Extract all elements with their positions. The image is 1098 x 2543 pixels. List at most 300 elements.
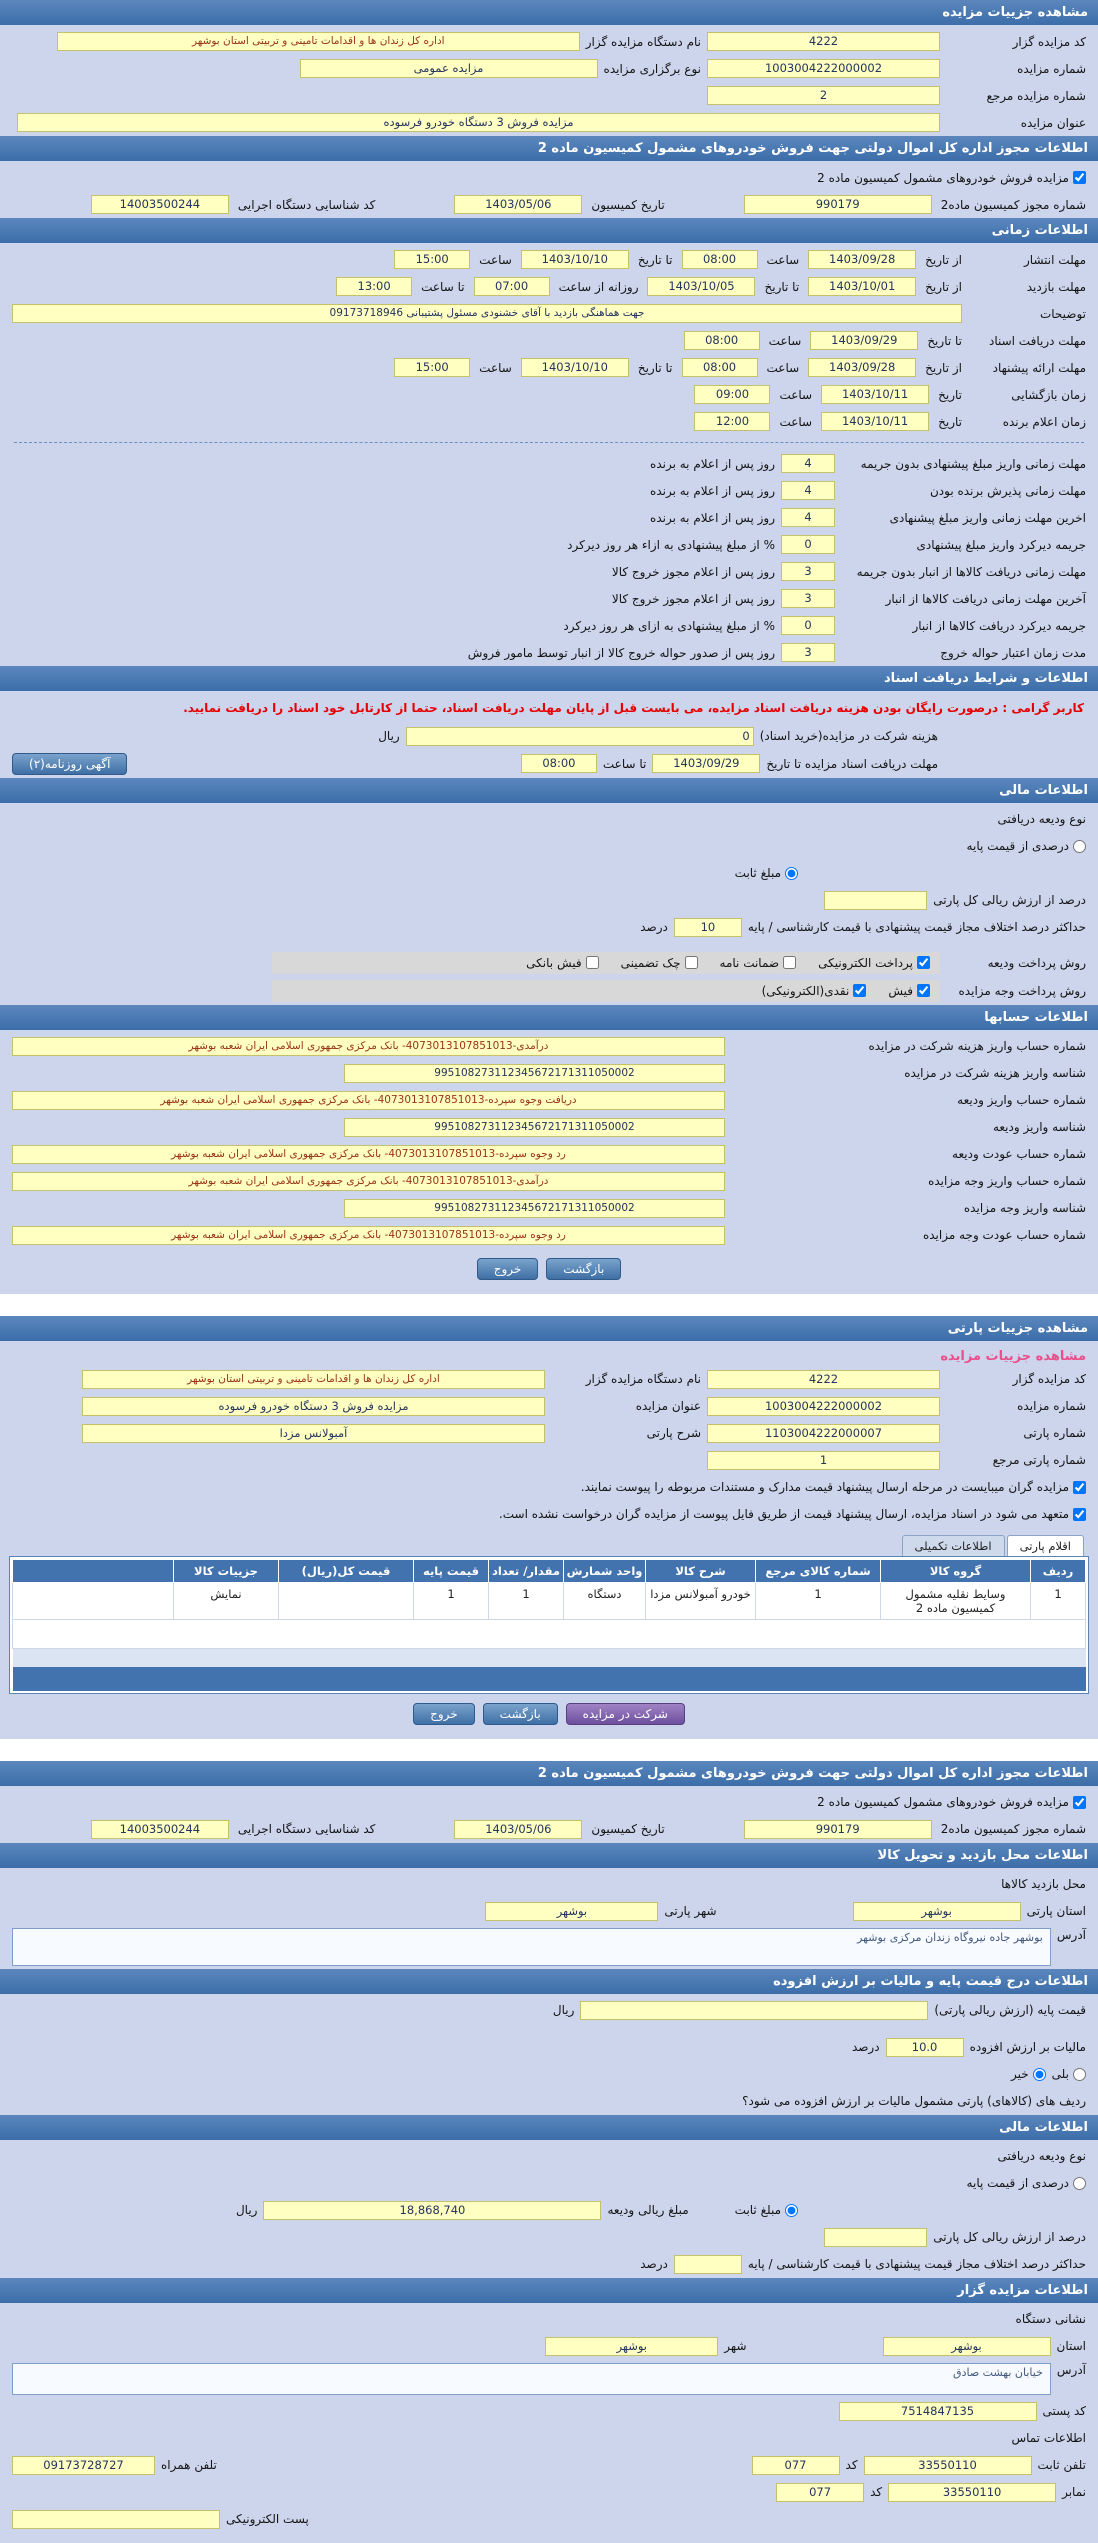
permit-checkbox-option[interactable] xyxy=(817,171,1086,185)
auction-pay-method-row xyxy=(0,977,1098,1005)
parti-ref-field[interactable]: 1 xyxy=(707,1451,940,1470)
org-name-field[interactable]: اداره کل زندان ها و اقدامات تامینی و تربیتی استان بوشهر xyxy=(82,1370,545,1389)
col-row-number: ردیف xyxy=(1031,1559,1086,1582)
account-label: شناسه واریز هزینه شرکت در مزایده xyxy=(904,1066,1086,1081)
col-goods-group: گروه کالا xyxy=(881,1559,1031,1582)
vat-yes-label: بلی xyxy=(1051,2067,1069,2082)
parti-province-label: استان پارتی xyxy=(1026,1904,1086,1919)
fax-label: نمابر xyxy=(1062,2485,1086,2500)
parti-address-label: آدرس xyxy=(1056,1927,1086,1942)
permit-org-id-label: کد شناسایی دستگاه اجرایی xyxy=(237,197,376,212)
parti-city-label: شهر پارتی xyxy=(664,1904,717,1919)
to-date-label: تا تاریخ xyxy=(637,360,673,375)
org-name-label: نام دستگاه مزایده گزار xyxy=(585,34,701,49)
mobile-pair xyxy=(12,2456,217,2475)
auction-pay-slip-option[interactable] xyxy=(888,984,930,998)
org-address-header: نشانی دستگاه xyxy=(1015,2312,1086,2327)
auction-ref-field[interactable]: 2 xyxy=(707,86,940,105)
section-title: اطلاعات و شرایط دریافت اسناد xyxy=(883,671,1088,686)
visit-to-date-field[interactable]: 1403/10/05 xyxy=(647,277,755,296)
permit-checkbox[interactable] xyxy=(1073,171,1086,184)
winner-date-field[interactable]: 1403/10/11 xyxy=(821,412,929,431)
vat-rate-field[interactable]: 10.0 xyxy=(886,2038,964,2057)
parti-subtitle: مشاهده جزییات مزایده xyxy=(940,1348,1086,1364)
table-header-row xyxy=(13,1559,1086,1582)
docs-fee-row xyxy=(0,723,1098,750)
timing-opening-label: زمان بازگشایی xyxy=(1011,387,1086,402)
timing-row-notes xyxy=(0,300,1098,327)
auction-number-label: شماره مزایده xyxy=(1017,61,1086,76)
percent-value-label: درصد از ارزش ریالی کل پارتی xyxy=(933,2230,1086,2245)
deposit-fixed-option-row xyxy=(0,2197,1098,2224)
auction-basic-row-2 xyxy=(0,55,1098,82)
deposit-percent-option[interactable] xyxy=(967,839,1086,853)
section-header-docs-terms xyxy=(0,666,1098,691)
auction-number-label: شماره مزایده xyxy=(1017,1399,1086,1414)
cell-goods-group: وسایط نقلیه مشمول کمیسیون ماده 2 xyxy=(881,1582,1031,1619)
auction-subject-field[interactable]: مزایده فروش 3 دستگاه خودرو فرسوده xyxy=(17,113,940,132)
hour-label: ساعت xyxy=(766,252,800,267)
parti-extended-view xyxy=(0,1761,1098,2543)
section-title: مشاهده جزییات پارتی xyxy=(947,1320,1088,1336)
participate-button[interactable]: شرکت در مزایده xyxy=(566,1703,685,1725)
hour-label: ساعت xyxy=(766,360,800,375)
parti-number-label: شماره پارتی xyxy=(1023,1426,1086,1441)
section-header-financial xyxy=(0,778,1098,803)
deposit-percent-value-row xyxy=(0,2224,1098,2251)
max-diff-label: حداکثر درصد اختلاف مجاز قیمت پیشنهادی با قیمت کارشناسی / پایه xyxy=(747,920,1086,935)
auction-pay-cash-checkbox[interactable] xyxy=(853,984,866,997)
pay-guarantee-option[interactable] xyxy=(720,956,797,970)
deposit-percent-value-row xyxy=(0,887,1098,914)
permit-checkbox-row xyxy=(0,1789,1098,1816)
parti-tabs xyxy=(0,1528,1098,1556)
permit-no-field[interactable]: 990179 xyxy=(744,1820,932,1839)
deposit-fixed-option[interactable] xyxy=(735,2203,798,2217)
auction-code-field[interactable]: 4222 xyxy=(707,1370,940,1389)
pay-cheque-checkbox[interactable] xyxy=(685,956,698,969)
account-row xyxy=(0,1222,1098,1249)
auction-ref-label: شماره مزایده مرجع xyxy=(986,88,1086,103)
auction-number-field[interactable]: 1003004222000002 xyxy=(707,1397,940,1416)
pay-guarantee-label: ضمانت نامه xyxy=(719,955,780,970)
col-total-price: قیمت کل(ریال) xyxy=(279,1559,414,1582)
section-title: اطلاعات مجوز اداره کل اموال دولتی جهت فروش خودروهای مشمول کمیسیون ماده 2 xyxy=(537,1765,1088,1781)
permit-date-field[interactable]: 1403/05/06 xyxy=(454,195,582,214)
deadline-value-field[interactable]: 0 xyxy=(781,535,835,554)
account-label: شماره حساب عودت وجه مزایده xyxy=(922,1228,1086,1243)
vat-no-radio[interactable] xyxy=(1033,2068,1046,2081)
until-hour-label: تا ساعت xyxy=(602,756,647,771)
section-header-pricing xyxy=(0,1969,1098,1994)
section-title: اطلاعات مالی xyxy=(999,782,1088,798)
col-count-unit: واحد شمارش xyxy=(564,1559,646,1582)
fax-field[interactable]: 33550110 xyxy=(888,2483,1056,2502)
deadline-row xyxy=(0,585,1098,612)
show-details-link[interactable]: نمایش xyxy=(174,1582,279,1619)
vat-no-option[interactable] xyxy=(1011,2067,1046,2081)
hour-label: ساعت xyxy=(479,252,512,267)
back-button[interactable]: بازگشت xyxy=(483,1703,558,1725)
dashed-separator xyxy=(14,442,1084,443)
opening-time-field[interactable]: 09:00 xyxy=(694,385,770,404)
account-label: شناسه واریز وجه مزایده xyxy=(963,1201,1086,1216)
parti-details-view xyxy=(0,1316,1098,1739)
vat-rate-label: مالیات بر ارزش افزوده xyxy=(969,2040,1086,2055)
col-quantity: مقدار/ تعداد xyxy=(489,1559,564,1582)
deadline-suffix: روز پس از اعلام به برنده xyxy=(650,510,775,525)
back-button[interactable]: بازگشت xyxy=(546,1258,621,1280)
docs-deadline-date-field[interactable]: 1403/09/29 xyxy=(652,754,760,773)
permit-checkbox[interactable] xyxy=(1073,1796,1086,1809)
opening-date-field[interactable]: 1403/10/11 xyxy=(821,385,929,404)
auction-subject-label: عنوان مزایده xyxy=(635,1399,701,1414)
cell-count-unit: دستگاه xyxy=(564,1582,646,1619)
attachment-required-checkbox[interactable] xyxy=(1073,1481,1086,1494)
tab-parti-items[interactable]: اقلام پارتی xyxy=(1007,1535,1084,1556)
pay-electronic-label: پرداخت الکترونیکی xyxy=(818,955,913,970)
deadline-row xyxy=(0,612,1098,639)
account-field[interactable]: 995108273112345672171311050002 xyxy=(344,1199,725,1218)
account-row xyxy=(0,1195,1098,1222)
account-field[interactable]: 995108273112345672171311050002 xyxy=(344,1064,725,1083)
docs-fee-field[interactable]: 0 xyxy=(406,727,754,746)
section-title: اطلاعات حسابها xyxy=(984,1009,1088,1025)
hour-label: ساعت xyxy=(479,360,512,375)
vat-rate-row xyxy=(0,2034,1098,2061)
permit-checkbox-row xyxy=(0,164,1098,191)
permit-fields-row xyxy=(0,191,1098,218)
percent-unit-label: درصد xyxy=(640,2257,668,2272)
account-row xyxy=(0,1168,1098,1195)
contact-header: اطلاعات تماس xyxy=(1011,2431,1086,2446)
auction-pay-cash-option[interactable] xyxy=(762,984,867,998)
permit-no-field[interactable]: 990179 xyxy=(744,195,932,214)
parti-desc-field[interactable]: آمبولانس مزدا xyxy=(82,1424,545,1443)
deadline-value-field[interactable]: 3 xyxy=(781,589,835,608)
timing-row-offer xyxy=(0,354,1098,381)
col-goods-desc: شرح کالا xyxy=(646,1559,756,1582)
to-date-label: تا تاریخ xyxy=(764,279,800,294)
permit-fields-row xyxy=(0,1816,1098,1843)
section-header-auctioneer xyxy=(0,2278,1098,2303)
mobile-label: تلفن همراه xyxy=(161,2458,217,2473)
timing-publish-label: مهلت انتشار xyxy=(1024,252,1086,267)
email-row xyxy=(0,2506,1098,2533)
white-gap xyxy=(0,1294,1098,1316)
docs-to-date-field[interactable]: 1403/09/29 xyxy=(810,331,918,350)
account-row xyxy=(0,1033,1098,1060)
email-field[interactable] xyxy=(12,2510,220,2529)
org-city-field[interactable]: بوشهر xyxy=(545,2337,718,2356)
permit-date-field[interactable]: 1403/05/06 xyxy=(454,1820,582,1839)
docs-deadline-row xyxy=(0,750,1098,778)
org-province-row xyxy=(0,2333,1098,2360)
deadline-suffix: روز پس از اعلام مجوز خروج کالا xyxy=(611,564,775,579)
base-price-row xyxy=(0,1997,1098,2024)
parti-province-field[interactable]: بوشهر xyxy=(853,1902,1021,1921)
section-header-permit-2 xyxy=(0,1761,1098,1786)
col-goods-details: جزییات کالا xyxy=(174,1559,279,1582)
vat-yes-radio[interactable] xyxy=(1073,2068,1086,2081)
account-row xyxy=(0,1114,1098,1141)
postal-code-field[interactable]: 7514847135 xyxy=(839,2402,1037,2421)
offer-from-date-field[interactable]: 1403/09/28 xyxy=(808,358,916,377)
pay-electronic-checkbox[interactable] xyxy=(917,956,930,969)
auction-basic-row-1 xyxy=(0,28,1098,55)
permit-checkbox-label: مزایده فروش خودروهای مشمول کمیسیون ماده 2 xyxy=(817,170,1069,185)
offer-from-time-field[interactable]: 08:00 xyxy=(682,358,758,377)
postal-code-row xyxy=(0,2398,1098,2425)
permit-checkbox-option[interactable] xyxy=(817,1795,1086,1809)
account-field[interactable]: 995108273112345672171311050002 xyxy=(344,1118,725,1137)
parti-address-field[interactable]: بوشهر جاده نیروگاه زندان مرکزی بوشهر xyxy=(12,1928,1051,1966)
docs-deadline-label: مهلت دریافت اسناد مزایده تا تاریخ xyxy=(766,756,938,771)
pay-bankslip-checkbox[interactable] xyxy=(586,956,599,969)
offer-to-time-field[interactable]: 15:00 xyxy=(394,358,470,377)
parti-row-1 xyxy=(0,1366,1098,1393)
phone-row xyxy=(0,2452,1098,2479)
winner-time-field[interactable]: 12:00 xyxy=(694,412,770,431)
permit-org-id-field[interactable]: 14003500244 xyxy=(91,195,229,214)
commitment-checkbox[interactable] xyxy=(1073,1508,1086,1521)
account-row xyxy=(0,1060,1098,1087)
auction-number-field[interactable]: 1003004222000002 xyxy=(707,59,940,78)
org-name-field[interactable]: اداره کل زندان ها و اقدامات تامینی و تربیتی استان بوشهر xyxy=(57,32,580,51)
deadline-value-field[interactable]: 4 xyxy=(781,508,835,527)
account-label: شماره حساب واریز ودیعه xyxy=(957,1093,1086,1108)
org-address-header-row xyxy=(0,2306,1098,2333)
deadline-label: مهلت زمانی پذیرش برنده بودن xyxy=(929,483,1086,498)
parti-attachment-checkbox-row xyxy=(0,1474,1098,1501)
docs-warning-note: کاربر گرامی : درصورت رایگان بودن هزینه دریافت اسناد مزایده، می بایست قبل از پایان مهلت دریافت اسناد، حتما از کارتابل خود اسناد را دریافت نمایید. xyxy=(183,701,1084,715)
parti-commitment-checkbox-row xyxy=(0,1501,1098,1528)
attachment-required-option[interactable] xyxy=(581,1480,1086,1494)
account-row xyxy=(0,1141,1098,1168)
account-row xyxy=(0,1087,1098,1114)
deposit-percent-option-row xyxy=(0,833,1098,860)
deadline-label: اخرین مهلت زمانی واریز مبلغ پیشنهادی xyxy=(889,510,1086,525)
org-address-row xyxy=(0,2360,1098,2398)
commitment-option[interactable] xyxy=(499,1507,1086,1521)
visit-to-time-field[interactable]: 13:00 xyxy=(336,277,412,296)
max-diff-field[interactable]: 10 xyxy=(674,918,742,937)
auction-pay-label: روش پرداخت وجه مزایده xyxy=(958,983,1086,998)
pay-electronic-option[interactable] xyxy=(818,956,930,970)
deadline-value-field[interactable]: 3 xyxy=(781,643,835,662)
max-diff-row xyxy=(0,914,1098,941)
percent-unit-label: درصد xyxy=(851,2040,880,2055)
percent-value-field[interactable] xyxy=(824,891,927,910)
deposit-fixed-option[interactable] xyxy=(735,866,798,880)
section-title: اطلاعات مجوز اداره کل اموال دولتی جهت فروش خودروهای مشمول کمیسیون ماده 2 xyxy=(537,141,1088,156)
white-gap xyxy=(0,1739,1098,1761)
vat-no-label: خیر xyxy=(1011,2067,1029,2082)
auction-type-field[interactable]: مزایده عمومی xyxy=(300,59,598,78)
docs-deadline-time-field[interactable]: 08:00 xyxy=(521,754,597,773)
exit-button[interactable]: خروج xyxy=(413,1703,475,1725)
auction-subject-field[interactable]: مزایده فروش 3 دستگاه خودرو فرسوده xyxy=(82,1397,545,1416)
phone-field[interactable]: 33550110 xyxy=(864,2456,1032,2475)
deposit-fixed-label: مبلغ ثابت xyxy=(734,2203,781,2218)
org-name-label: نام دستگاه مزایده گزار xyxy=(585,1372,701,1387)
hour-label: ساعت xyxy=(779,414,813,429)
deposit-type-row xyxy=(0,2143,1098,2170)
from-date-label: از تاریخ xyxy=(925,252,962,267)
deadline-value-field[interactable]: 0 xyxy=(781,616,835,635)
section-title: اطلاعات درج قیمت پایه و مالیات بر ارزش افزوده xyxy=(773,1973,1088,1989)
deadline-value-field[interactable]: 3 xyxy=(781,562,835,581)
pay-bankslip-option[interactable] xyxy=(526,956,598,970)
publish-from-time-field[interactable]: 08:00 xyxy=(682,250,758,269)
account-field[interactable]: رد وجوه سپرده-4073013107851013- بانک مرکزی جمهوری اسلامی ایران شعبه بوشهر xyxy=(12,1226,725,1245)
deposit-method-options xyxy=(272,952,940,974)
auction-pay-slip-label: فیش xyxy=(888,983,913,998)
cell-quantity: 1 xyxy=(489,1582,564,1619)
deadline-label: جریمه دیرکرد دریافت کالاها از انبار xyxy=(912,618,1086,633)
from-date-label: از تاریخ xyxy=(925,360,962,375)
tab-additional-info[interactable]: اطلاعات تکمیلی xyxy=(902,1535,1005,1556)
visit-place-label: محل بازدید کالاها xyxy=(1001,1877,1086,1892)
col-empty xyxy=(13,1559,174,1582)
section-header-financial-2 xyxy=(0,2115,1098,2140)
notes-label: توضیحات xyxy=(1039,306,1086,321)
auction-code-label: کد مزایده گزار xyxy=(1012,34,1086,49)
attachment-required-label: مزایده گران میبایست در مرحله ارسال پیشنهاد قیمت مدارک و مستندات مربوطه را پیوست نمایند. xyxy=(580,1480,1069,1495)
percent-unit-label: درصد xyxy=(640,920,668,935)
deadline-suffix: % از مبلغ پیشنهادی به ازاء هر روز دیرکرد xyxy=(567,537,775,552)
permit-date-label: تاریخ کمیسیون xyxy=(591,1822,665,1837)
permit-org-id-field[interactable]: 14003500244 xyxy=(91,1820,229,1839)
deposit-percent-radio[interactable] xyxy=(1073,2177,1086,2190)
section-header-auction-details xyxy=(0,0,1098,25)
offer-to-date-field[interactable]: 1403/10/10 xyxy=(521,358,629,377)
section-title: اطلاعات مزایده گزار xyxy=(957,2282,1088,2298)
vat-question-row xyxy=(0,2088,1098,2115)
fax-code-label: کد xyxy=(870,2485,883,2500)
vat-yes-option[interactable] xyxy=(1052,2067,1086,2081)
exit-button[interactable]: خروج xyxy=(477,1258,539,1280)
deposit-type-label: نوع ودیعه دریافتی xyxy=(997,812,1086,827)
account-field[interactable]: درآمدی-4073013107851013- بانک مرکزی جمهوری اسلامی ایران شعبه بوشهر xyxy=(12,1172,725,1191)
deposit-method-row xyxy=(0,949,1098,977)
percent-value-field[interactable] xyxy=(824,2228,927,2247)
auction-pay-cash-label: نقدی(الکترونیکی) xyxy=(761,983,850,998)
publish-to-time-field[interactable]: 15:00 xyxy=(394,250,470,269)
deadline-suffix: روز پس از اعلام به برنده xyxy=(650,456,775,471)
timing-row-docs xyxy=(0,327,1098,354)
cell-row-number: 1 xyxy=(1031,1582,1086,1619)
deadline-label: مهلت زمانی دریافت کالاها از انبار بدون جریمه xyxy=(856,564,1086,579)
publish-from-date-field[interactable]: 1403/09/28 xyxy=(808,250,916,269)
fax-code-field[interactable]: 077 xyxy=(776,2483,864,2502)
section-header-parti-details xyxy=(0,1316,1098,1341)
daily-from-hour-label: روزانه از ساعت xyxy=(558,279,639,294)
timing-visit-label: مهلت بازدید xyxy=(1026,279,1086,294)
visit-from-time-field[interactable]: 07:00 xyxy=(474,277,550,296)
notes-field[interactable]: جهت هماهنگی بازدید با آقای خشنودی مسئول پشتیبانی 09173718946 xyxy=(12,304,962,323)
parti-row-3 xyxy=(0,1420,1098,1447)
deposit-fixed-radio[interactable] xyxy=(785,867,798,880)
account-label: شماره حساب واریز هزینه شرکت در مزایده xyxy=(868,1039,1086,1054)
auction-basic-row-4 xyxy=(0,109,1098,136)
parti-row-2 xyxy=(0,1393,1098,1420)
deposit-amount-field[interactable]: 18,868,740 xyxy=(263,2201,601,2220)
pay-guarantee-checkbox[interactable] xyxy=(783,956,796,969)
rial-unit-label: ریال xyxy=(235,2203,258,2218)
postal-code-label: کد پستی xyxy=(1042,2404,1086,2419)
parti-city-field[interactable]: بوشهر xyxy=(485,1902,658,1921)
visit-place-row xyxy=(0,1871,1098,1898)
deadline-suffix: روز پس از صدور حواله خروج کالا از انبار توسط مامور فروش xyxy=(467,645,775,660)
base-price-field[interactable] xyxy=(580,2001,928,2020)
deposit-method-label: روش پرداخت ودیعه xyxy=(987,955,1086,970)
fax-row xyxy=(0,2479,1098,2506)
account-field[interactable]: رد وجوه سپرده-4073013107851013- بانک مرکزی جمهوری اسلامی ایران شعبه بوشهر xyxy=(12,1145,725,1164)
deposit-percent-label: درصدی از قیمت پایه xyxy=(966,2176,1069,2191)
account-field[interactable]: درآمدی-4073013107851013- بانک مرکزی جمهوری اسلامی ایران شعبه بوشهر xyxy=(12,1037,725,1056)
deadline-value-field[interactable]: 4 xyxy=(781,481,835,500)
parti-view-buttons xyxy=(0,1694,1098,1729)
publish-to-date-field[interactable]: 1403/10/10 xyxy=(521,250,629,269)
timing-offer-label: مهلت ارائه پیشنهاد xyxy=(992,360,1086,375)
phone-label: تلفن ثابت xyxy=(1037,2458,1086,2473)
parti-items-table xyxy=(12,1559,1086,1691)
org-address-field[interactable]: خيابان بهشت صادق xyxy=(12,2363,1051,2395)
deadline-value-field[interactable]: 4 xyxy=(781,454,835,473)
vat-choice-row xyxy=(0,2061,1098,2088)
phone-code-field[interactable]: 077 xyxy=(752,2456,840,2475)
to-hour-label: تا ساعت xyxy=(421,279,465,294)
email-label: پست الکترونیکی xyxy=(226,2512,309,2527)
timing-row-winner xyxy=(0,408,1098,435)
auction-subject-label: عنوان مزایده xyxy=(1020,115,1086,130)
org-province-field[interactable]: بوشهر xyxy=(883,2337,1051,2356)
pay-bankslip-label: فیش بانکی xyxy=(526,955,582,970)
deadline-row xyxy=(0,531,1098,558)
parti-number-field[interactable]: 1103004222000007 xyxy=(707,1424,940,1443)
timing-docs-label: مهلت دریافت اسناد xyxy=(988,333,1086,348)
hour-label: ساعت xyxy=(768,333,802,348)
section-header-accounts xyxy=(0,1005,1098,1030)
auction-code-field[interactable]: 4222 xyxy=(707,32,940,51)
docs-to-time-field[interactable]: 08:00 xyxy=(684,331,760,350)
newspaper-ad-button[interactable]: آگهی روزنامه(۲) xyxy=(12,753,127,775)
max-diff-field[interactable] xyxy=(674,2255,742,2274)
deadline-row xyxy=(0,558,1098,585)
commitment-label: متعهد می شود در اسناد مزایده، ارسال پیشنهاد قیمت از طریق فایل پیوست از مزایده گران درخواست نشده است. xyxy=(498,1507,1069,1522)
permit-date-label: تاریخ کمیسیون xyxy=(591,197,665,212)
mobile-field[interactable]: 09173728727 xyxy=(12,2456,155,2475)
pay-cheque-option[interactable] xyxy=(621,956,698,970)
visit-from-date-field[interactable]: 1403/10/01 xyxy=(808,277,916,296)
deposit-percent-option[interactable] xyxy=(967,2176,1086,2190)
deposit-percent-radio[interactable] xyxy=(1073,840,1086,853)
table-pager-bar[interactable] xyxy=(13,1667,1086,1691)
parti-items-table-wrap xyxy=(9,1556,1089,1694)
auction-pay-slip-checkbox[interactable] xyxy=(917,984,930,997)
account-field[interactable]: دریافت وجوه سپرده-4073013107851013- بانک مرکزی جمهوری اسلامی ایران شعبه بوشهر xyxy=(12,1091,725,1110)
deadline-row xyxy=(0,504,1098,531)
deadline-row xyxy=(0,639,1098,666)
permit-org-id-label: کد شناسایی دستگاه اجرایی xyxy=(237,1822,376,1837)
timing-row-visit xyxy=(0,273,1098,300)
deadline-label: مدت زمان اعتبار حواله خروج xyxy=(940,645,1086,660)
section-header-location xyxy=(0,1843,1098,1868)
deadline-row xyxy=(0,450,1098,477)
deposit-fixed-radio[interactable] xyxy=(785,2204,798,2217)
deposit-fixed-option-row xyxy=(0,860,1098,887)
